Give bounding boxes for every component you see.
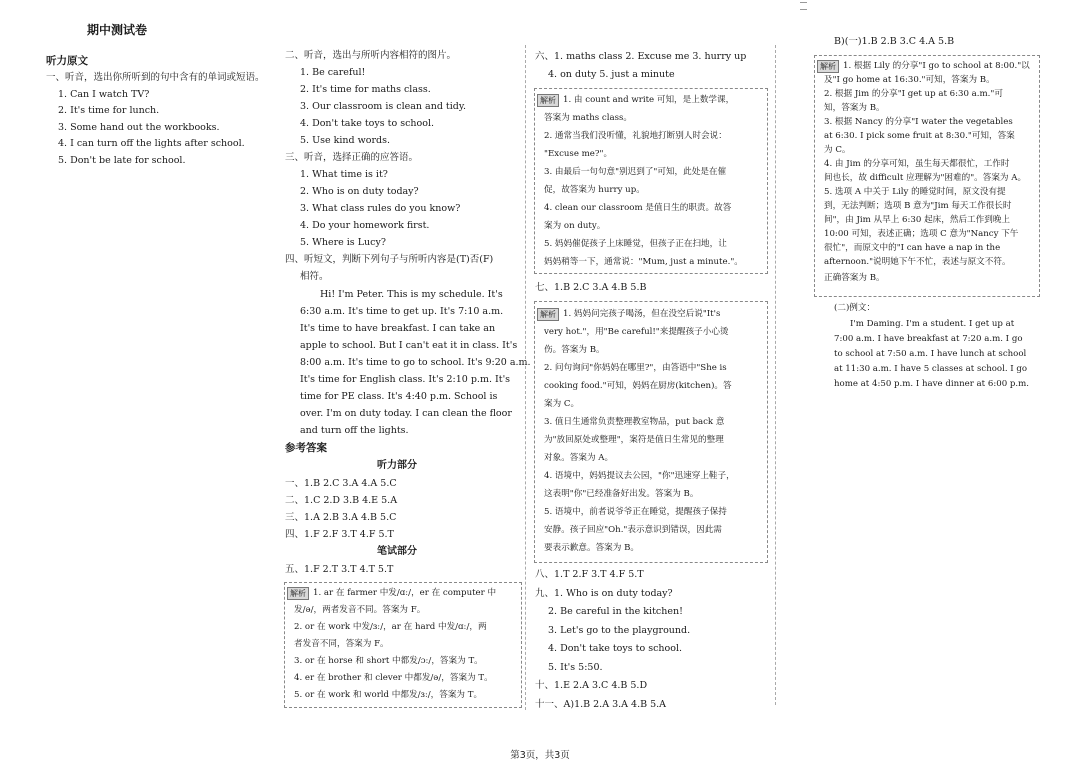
note-line: 4. clean our classroom 是值日生的职责。故答 [544,203,732,213]
section-1-title: 一、听音，选出你所听到的句中含有的单词或短语。 [46,72,265,83]
note-label: 解析 [537,94,559,107]
answer-line: 四、1.F 2.F 3.T 4.F 5.T [285,529,394,540]
note-line: 4. 由 Jim 的分享可知，虽生每天都很忙，工作时 [824,159,1010,169]
answer-line: 十、1.E 2.A 3.C 4.B 5.D [535,680,648,691]
passage-line: 6:30 a.m. It's time to get up. It's 7:10 a.m. [300,306,504,317]
list-item: 3. Let's go to the playground. [548,625,691,636]
note-line: 1. 妈妈问完孩子喝汤，但在没空后说"It's [563,309,721,319]
example-line: home at 4:50 p.m. I have dinner at 6:00 p.m. [834,379,1030,389]
note-line: 这表明"你"已经准备好出发。答案为 B。 [544,489,699,499]
note-line: 3. 由最后一句句意"别迟到了"可知，此处是在催 [544,167,727,177]
section-4-title-cont: 相符。 [300,271,329,282]
note-line: 答案为 maths class。 [544,113,633,123]
note-line: 对象。答案为 A。 [544,453,614,463]
answer-line: 五、1.F 2.T 3.T 4.T 5.T [285,564,394,575]
note-line: 及"I go home at 16:30."可知，答案为 B。 [824,75,995,85]
note-line: 5. 妈妈催促孩子上床睡觉，但孩子正在扫地，让 [544,239,727,249]
listening-heading: 听力原文 [46,55,88,67]
column-1 [0,0,270,763]
column-divider [525,45,526,710]
list-item: 3. What class rules do you know? [300,203,461,214]
note-line: cooking food."可知，妈妈在厨房(kitchen)。答 [544,381,732,391]
note-line: 1. ar 在 farmer 中发/ɑː/，er 在 computer 中 [313,588,497,598]
page-footer: 第3页，共3页 [510,750,570,761]
note-line: 案为 on duty。 [544,221,606,231]
example-line: at 11:30 a.m. I have 5 classes at school. I go [834,364,1028,374]
example-title: (二)例文： [834,303,876,313]
answer-line: 4. on duty 5. just a minute [548,69,675,80]
list-item: 1. Can I watch TV? [58,89,150,100]
note-line: 2. 通常当我们没听懂，礼貌地打断别人时会说： [544,131,727,141]
column-4 [810,0,1040,763]
note-line: 促，故答案为 hurry up。 [544,185,645,195]
list-item: 1. What time is it? [300,169,388,180]
note-label: 解析 [537,308,559,321]
list-item: 4. Don't take toys to school. [548,643,683,654]
listening-part-heading: 听力部分 [377,460,417,471]
note-line: 5. or 在 work 和 world 中都发/ɜː/，答案为 T。 [294,690,483,700]
note-line: 伤。答案为 B。 [544,345,605,355]
list-item: 5. Don't be late for school. [58,155,186,166]
list-item: 2. Be careful in the kitchen! [548,606,683,617]
note-line: 安静。孩子回应"Oh."表示意识到错误，因此需 [544,525,722,535]
note-line: 到，无法判断；选项 B 意为"Jim 每天工作很长时 [824,201,1012,211]
list-item: 4. I can turn off the lights after school. [58,138,245,149]
note-box [534,301,768,563]
note-line: 4. 语境中，妈妈提议去公园，"你"迅速穿上鞋子， [544,471,735,481]
note-line: 知，答案为 B。 [824,103,885,113]
answer-line: B)(一)1.B 2.B 3.C 4.A 5.B [834,36,955,47]
passage-line: time for PE class. It's 4:40 p.m. School is [300,391,498,402]
note-line: 发/ə/，两者发音不同。答案为 F。 [294,605,426,615]
written-part-heading: 笔试部分 [377,546,417,557]
answer-line: 二、1.C 2.D 3.B 4.E 5.A [285,495,398,506]
answer-line: 一、1.B 2.C 3.A 4.A 5.C [285,478,397,489]
note-line: 10:00 可知，表述正确；选项 C 意为"Nancy 下午 [824,229,1019,239]
answer-line: 八、1.T 2.F 3.T 4.F 5.T [535,569,644,580]
section-9-title: 九、1. Who is on duty today? [535,588,673,599]
note-line: afternoon."说明她下午不忙，表述与原文不符。 [824,257,1011,267]
note-line: 要表示歉意。答案为 B。 [544,543,639,553]
list-item: 2. Who is on duty today? [300,186,419,197]
note-line: 为"放回原处或整理"，案符是值日生常见的整理 [544,435,724,445]
note-line: 为 C。 [824,145,851,155]
column-divider [775,45,776,705]
note-line: 者发音不同，答案为 F。 [294,639,389,649]
list-item: 2. It's time for lunch. [58,105,160,116]
list-item: 3. Our classroom is clean and tidy. [300,101,466,112]
answer-line: 六、1. maths class 2. Excuse me 3. hurry up [535,51,747,62]
note-line: 间也长，故 difficult 应理解为"困难的"。答案为 A。 [824,173,1027,183]
list-item: 5. It's 5:50. [548,662,603,673]
passage-line: and turn off the lights. [300,425,409,436]
note-line: 3. 根据 Nancy 的分享"I water the vegetables [824,117,1013,127]
section-4-title: 四、听短文，判断下列句子与所听内容是(T)否(F) [285,254,494,265]
note-line: 4. er 在 brother 和 clever 中都发/ə/，答案为 T。 [294,673,493,683]
note-line: 2. 根据 Jim 的分享"I get up at 6:30 a.m."可 [824,89,1003,99]
passage-line: It's time for English class. It's 2:10 p.m. It's [300,374,511,385]
answers-heading: 参考答案 [285,442,327,454]
section-3-title: 三、听音，选择正确的应答语。 [285,152,419,163]
note-line: very hot."，用"Be careful!"来提醒孩子小心烫 [544,327,729,337]
column-3 [530,0,770,763]
example-line: to school at 7:50 a.m. I have lunch at school [834,349,1027,359]
example-line: I'm Daming. I'm a student. I get up at [850,319,1015,329]
note-line: 3. or 在 horse 和 short 中都发/ɔː/，答案为 T。 [294,656,483,666]
passage-line: 8:00 a.m. It's time to go to school. It's 9:20 a.m. [300,357,531,368]
note-line: 正确答案为 B。 [824,273,885,283]
note-line: 案为 C。 [544,399,580,409]
note-label: 解析 [817,60,839,73]
note-line: 2. 问句询问"你妈妈在哪里?"，由答语中"She is [544,363,727,373]
note-line: 5. 语境中，前者说爷爷正在睡觉，提醒孩子保持 [544,507,727,517]
list-item: 1. Be careful! [300,67,366,78]
list-item: 4. Don't take toys to school. [300,118,435,129]
passage-line: It's time to have breakfast. I can take an [300,323,496,334]
note-line: "Excuse me?"。 [544,149,613,159]
list-item: 5. Where is Lucy? [300,237,386,248]
list-item: 5. Use kind words. [300,135,390,146]
note-line: 3. 值日生通常负责整理教室物品，put back 意 [544,417,725,427]
note-line: 1. 根据 Lily 的分享"I go to school at 8:00."以 [843,61,1030,71]
answer-line: 三、1.A 2.B 3.A 4.B 5.C [285,512,397,523]
note-line: at 6:30. I pick some fruit at 8:30."可知，答案 [824,131,1015,141]
list-item: 3. Some hand out the workbooks. [58,122,220,133]
passage-line: over. I'm on duty today. I can clean the floor [300,408,512,419]
answer-line: 七、1.B 2.C 3.A 4.B 5.B [535,282,647,293]
note-line: 5. 选项 A 中关于 Lily 的睡觉时间，原文没有提 [824,187,1006,197]
example-line: 7:00 a.m. I have breakfast at 7:20 a.m. I go [834,334,1023,344]
note-line: 妈妈稍等一下，通常说："Mum, just a minute."。 [544,257,743,267]
passage-line: Hi! I'm Peter. This is my schedule. It's [320,289,503,300]
note-line: 2. or 在 work 中发/ɜː/，ar 在 hard 中发/ɑː/，两 [294,622,487,632]
list-item: 2. It's time for maths class. [300,84,431,95]
answer-line: 十一、A)1.B 2.A 3.A 4.B 5.A [535,699,667,710]
corner-mark [800,2,807,10]
list-item: 4. Do your homework first. [300,220,430,231]
section-2-title: 二、听音，选出与所听内容相符的图片。 [285,50,457,61]
note-line: 1. 由 count and write 可知，是上数学课， [563,95,735,105]
page-title: 期中测试卷 [87,23,148,37]
note-line: 很忙"，而原文中的"I can have a nap in the [824,243,1001,253]
note-label: 解析 [287,587,309,600]
note-line: 间"，由 Jim 从早上 6:30 起床，然后工作到晚上 [824,215,1011,225]
column-2 [280,0,531,763]
passage-line: apple to school. But I can't eat it in class. It's [300,340,518,351]
